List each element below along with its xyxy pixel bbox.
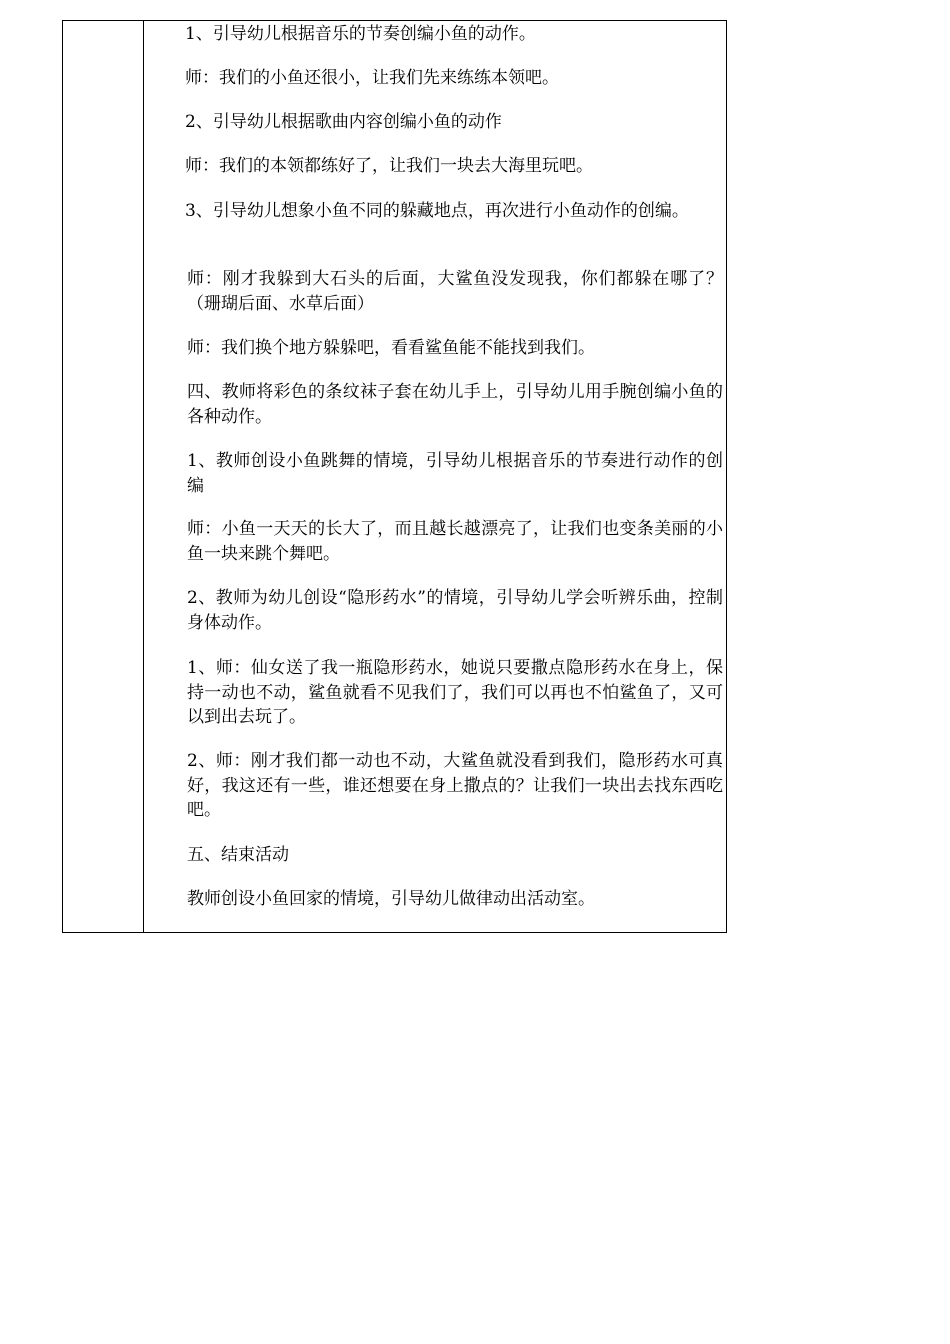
paragraph: 2、师：刚才我们都一动也不动，大鲨鱼就没看到我们，隐形药水可真好，我这还有一些，谁还想要在身上撒点的？让我们一块出去找东西吃吧。 [187,751,723,820]
paragraph: 教师创设小鱼回家的情境，引导幼儿做律动出活动室。 [187,889,595,909]
table-content-cell [144,21,726,932]
table-left-cell [63,21,144,932]
paragraph: 3、引导幼儿想象小鱼不同的躲藏地点，再次进行小鱼动作的创编。 [185,201,689,221]
paragraph: 师：我们的本领都练好了，让我们一块去大海里玩吧。 [185,156,593,176]
paragraph: 师：我们的小鱼还很小，让我们先来练练本领吧。 [185,68,559,88]
paragraph: 2、教师为幼儿创设“隐形药水”的情境，引导幼儿学会听辨乐曲，控制身体动作。 [187,588,723,633]
lesson-table [62,20,727,933]
paragraph: 2、引导幼儿根据歌曲内容创编小鱼的动作 [185,112,502,132]
paragraph: 1、教师创设小鱼跳舞的情境，引导幼儿根据音乐的节奏进行动作的创编 [187,451,723,496]
paragraph: 1、引导幼儿根据音乐的节奏创编小鱼的动作。 [185,24,536,44]
paragraph: 师：刚才我躲到大石头的后面，大鲨鱼没发现我，你们都躲在哪了？（珊瑚后面、水草后面） [187,269,723,314]
paragraph: 五、结束活动 [187,845,289,865]
paragraph: 师：我们换个地方躲躲吧，看看鲨鱼能不能找到我们。 [187,338,595,358]
paragraph: 师：小鱼一天天的长大了，而且越长越漂亮了，让我们也变条美丽的小鱼一块来跳个舞吧。 [187,519,723,564]
paragraph: 1、师：仙女送了我一瓶隐形药水，她说只要撒点隐形药水在身上，保持一动也不动，鲨鱼就看不见我们了，我们可以再也不怕鲨鱼了，又可以到出去玩了。 [187,658,723,727]
paragraph: 四、教师将彩色的条纹袜子套在幼儿手上，引导幼儿用手腕创编小鱼的各种动作。 [187,382,723,427]
